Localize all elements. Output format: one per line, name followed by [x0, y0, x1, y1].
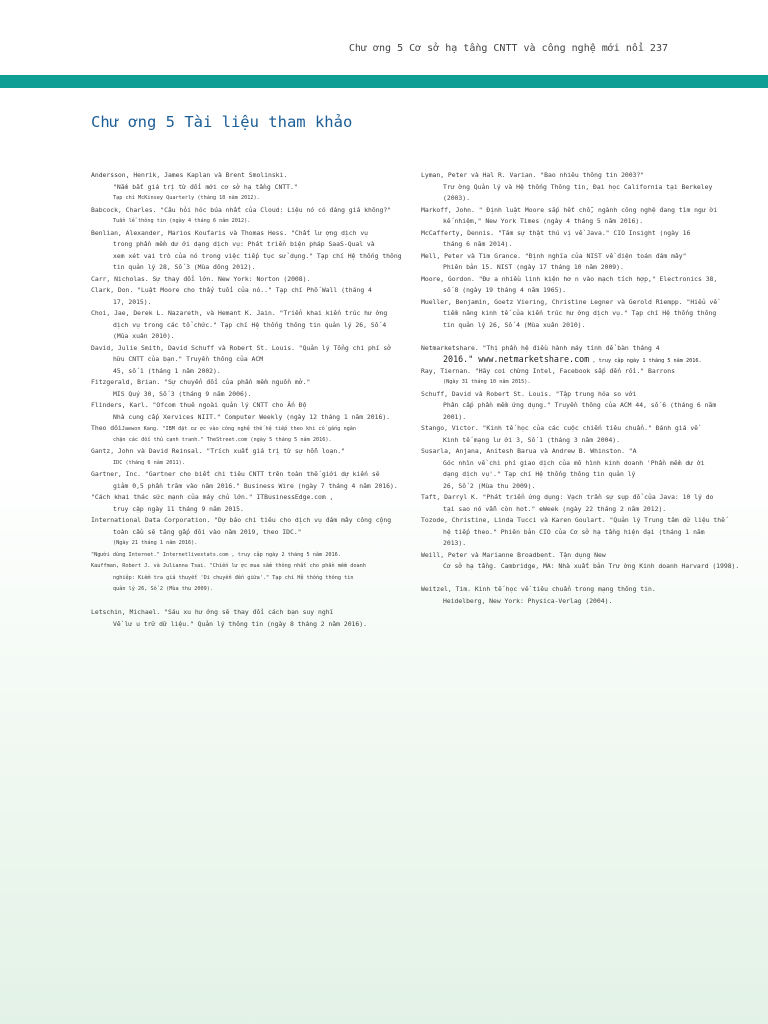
reference-line	[91, 182, 409, 194]
reference-entry	[91, 228, 409, 274]
reference-line	[421, 343, 739, 355]
reference-line	[421, 297, 739, 309]
reference-line	[91, 262, 409, 274]
reference-text: McCafferty, Dennis. "Tám sự thật thú vị về Java." CIO Insight (ngày 16	[421, 228, 691, 237]
reference-entry	[421, 515, 739, 550]
reference-text: xem xét vai trò của nó trong việc tiếp tục sử dụng." Tạp chí Hệ thống thông	[113, 251, 402, 260]
reference-text: dạng dịch vụ'." Tạp chí Hệ thống thông tin quản lý	[443, 470, 636, 478]
reference-entry	[91, 170, 409, 205]
reference-line	[91, 331, 409, 343]
reference-text: số 8 (ngày 19 tháng 4 năm 1965).	[443, 286, 567, 294]
reference-text-small: , truy cập ngày 1 tháng 5 năm 2016.	[589, 358, 702, 364]
reference-line	[91, 193, 409, 205]
reference-text: Schuff, David và Robert St. Louis. "Tập trung hóa so với	[421, 389, 637, 398]
reference-text: Tuần lễ thông tin (ngày 4 tháng 6 năm 2012).	[113, 218, 251, 224]
reference-line	[421, 262, 739, 274]
reference-line	[91, 251, 409, 263]
header-band	[0, 75, 768, 88]
reference-text: (Ngày 21 tháng 1 năm 2016).	[113, 540, 198, 546]
reference-entry	[421, 389, 739, 424]
reference-text: "Nắm bắt giá trị từ đổi mới cơ sở hạ tầng CNTT."	[113, 182, 298, 191]
reference-line	[91, 504, 409, 516]
reference-text: Góc nhìn về chi phí giao dịch của mô hình kinh doanh 'Phần mềm dư ới	[443, 458, 705, 467]
reference-entry	[421, 584, 739, 607]
reference-text: 17, 2015).	[113, 297, 152, 306]
reference-text: International Data Corporation. "Dự báo chi tiêu cho dịch vụ đám mây công cộng	[91, 516, 392, 524]
reference-entry	[91, 308, 409, 343]
reference-text: toàn cầu sẽ tăng gấp đôi vào năm 2019, theo IDC."	[113, 527, 302, 536]
reference-entry	[421, 423, 739, 446]
reference-line	[421, 182, 739, 194]
reference-line	[91, 584, 409, 596]
reference-text: Mueller, Benjamin, Goetz Viering, Christine Legner và Gerold Riempp. "Hiểu về	[421, 297, 718, 306]
reference-text: 26, Số 2 (Mùa thu 2009).	[443, 481, 536, 490]
reference-line	[91, 607, 409, 619]
reference-text: Nhà cung cấp Xervices NIIT." Computer Weekly (ngày 12 tháng 1 năm 2016).	[113, 412, 391, 421]
reference-text: hệ tiếp theo." Phiên bản CIO của Cơ sở hạ tầng hiện đại (tháng 1 năm	[443, 527, 705, 536]
reference-line	[91, 573, 409, 585]
reference-text: quản lý 26, Số 2 (Mùa thu 2009).	[113, 586, 213, 592]
reference-line	[91, 389, 409, 401]
reference-line	[421, 527, 739, 539]
reference-entry	[421, 297, 739, 332]
reference-text: Cơ sở hạ tầng. Cambridge, MA: Nhà xuất bản Trư ờng Kinh doanh Harvard (1998).	[443, 562, 740, 570]
reference-text: tin quản lý 26, Số 4 (Mùa xuân 2010).	[443, 320, 586, 329]
reference-entry	[91, 469, 409, 492]
reference-entry	[421, 492, 739, 515]
reference-entry	[421, 446, 739, 492]
reference-text: Weitzel, Tim. Kinh tế học về tiêu chuẩn trong mạng thông tin.	[421, 585, 656, 593]
reference-line	[91, 538, 409, 550]
reference-line	[91, 274, 409, 286]
reference-line	[91, 320, 409, 332]
reference-line	[91, 343, 409, 355]
reference-line	[91, 239, 409, 251]
reference-text: tại sao nó vẫn còn hot." eWeek (ngày 22 tháng 2 năm 2012).	[443, 504, 667, 513]
reference-line	[421, 446, 739, 458]
chapter-title: Chư ơng 5 Tài liệu tham khảo	[91, 113, 353, 131]
reference-line	[421, 538, 739, 550]
reference-line	[91, 216, 409, 228]
reference-text: giảm 0,5 phần trăm vào năm 2016." Business Wire (ngày 7 tháng 4 năm 2016).	[113, 481, 398, 490]
reference-text: Letschin, Michael. "Sáu xu hư ớng sẽ thay đổi cách bạn suy nghĩ	[91, 608, 334, 616]
reference-text: Susarla, Anjana, Anitesh Barua và Andrew B. Whinston. "A	[421, 447, 637, 455]
reference-text: "Người dùng Internet." Internetlivestats.com	[91, 551, 229, 558]
reference-text: Andersson, Henrik, James Kaplan và Brent Smolinski.	[91, 171, 288, 179]
reference-line	[421, 561, 739, 573]
reference-text: Netmarketshare. "Thị phần hệ điều hành máy tính để bàn tháng 4	[421, 343, 660, 352]
reference-line	[91, 205, 409, 217]
reference-line	[421, 193, 739, 205]
reference-text: Carr, Nicholas. Sự thay đổi lớn. New York: Norton (2008).	[91, 274, 311, 283]
reference-text: (Ngày 31 tháng 10 năm 2015).	[443, 379, 531, 385]
reference-line	[91, 481, 409, 493]
reference-text: "Cách khai thác sức mạnh của máy chủ lớn." ITBusinessEdge.com ,	[91, 493, 334, 501]
reference-line	[91, 366, 409, 378]
reference-text: Moore, Gordon. "Đư a nhiều linh kiện hơ n vào mạch tích hợp," Electronics 38,	[421, 274, 718, 283]
reference-text: 2001).	[443, 412, 467, 421]
reference-text: Tạp chí McKinsey Quarterly (tháng 10 năm 2012).	[113, 195, 260, 201]
reference-line	[421, 504, 739, 516]
reference-line	[421, 400, 739, 412]
reference-text: (Mùa xuân 2010).	[113, 332, 175, 340]
reference-text: Tozode, Christine, Linda Tucci và Karen Goulart. "Quản lý Trung tâm dữ liệu thế	[421, 516, 725, 524]
reference-text: 2016." www.netmarketshare.com	[443, 354, 590, 364]
reference-text: nghiệp: Kiểm tra giả thuyết 'Di chuyển đến giữa'." Tạp chí Hệ thống thông tin	[113, 574, 354, 581]
reference-line	[91, 492, 409, 504]
reference-text: Markoff, John. " Định luật Moore sắp hết chỗ, ngành công nghệ đang tìm ngư ời	[421, 205, 718, 214]
reference-line	[421, 228, 739, 240]
reference-text: Babcock, Charles. "Câu hỏi hóc búa nhất của Cloud: Liệu nó có đáng giá không?"	[91, 205, 392, 214]
reference-text: Lyman, Peter và Hal R. Varian. "Bao nhiêu thông tin 2003?"	[421, 171, 645, 179]
reference-text: Kauffman, Robert J. và Julianna Tsai. "Chiến lư ợc mua sắm thông nhất cho phần mềm doanh	[91, 563, 366, 569]
reference-line	[421, 573, 739, 585]
reference-line	[91, 527, 409, 539]
reference-line	[421, 515, 739, 527]
reference-line	[91, 354, 409, 366]
reference-text: Phiên bản 15. NIST (ngày 17 tháng 10 năm 2009).	[443, 263, 624, 271]
reference-line	[421, 170, 739, 182]
reference-line	[91, 423, 409, 435]
reference-text: trong phần mềm dư ới dạng dịch vụ: Phát triển biện pháp SaaS-Qual và	[113, 240, 375, 248]
references-left-column	[91, 170, 409, 630]
reference-entry	[421, 343, 739, 366]
reference-entry	[421, 331, 739, 343]
reference-text: Gantz, John và David Reinsal. "Trích xuất giá trị từ sự hỗn loạn."	[91, 447, 345, 455]
reference-line	[421, 274, 739, 286]
reference-text: Mell, Peter và Tim Grance. "Định nghĩa của NIST về điện toán đám mây"	[421, 251, 687, 260]
reference-line	[421, 584, 739, 596]
reference-line	[91, 596, 409, 608]
reference-text: Gartner, Inc. "Gartner cho biết chi tiêu CNTT trên toàn thế giới dự kiến sẽ	[91, 470, 380, 478]
reference-text: Flinders, Karl. "Ofcom thuê ngoài quản lý CNTT cho Ấn Độ	[91, 401, 307, 409]
reference-line	[421, 251, 739, 263]
reference-line	[91, 458, 409, 470]
reference-text: tin quản lý 28, Số 3 (Mùa đông 2012).	[113, 263, 256, 271]
reference-line	[91, 308, 409, 320]
reference-line	[91, 550, 409, 562]
reference-entry	[421, 550, 739, 573]
reference-entry	[91, 515, 409, 550]
reference-text: (2003).	[443, 194, 470, 202]
reference-line	[91, 400, 409, 412]
reference-text-small: Jaewon Kang. "IBM đặt cư ợc vào công nghệ thế hệ tiếp theo khi cố gắng ngăn	[121, 426, 357, 432]
reference-text: Về lư u trữ dữ liệu." Quản lý thông tin (ngày 8 tháng 2 năm 2016).	[113, 619, 367, 628]
reference-line	[91, 515, 409, 527]
reference-entry	[91, 400, 409, 423]
reference-line	[91, 435, 409, 447]
reference-text: dịch vụ trong các tổ chức." Tạp chí Hệ thống thông tin quản lý 26, Số 4	[113, 320, 387, 329]
reference-line	[421, 435, 739, 447]
reference-text: Taft, Darryl K. "Phát triển ứng dụng: Vạch trần sự sụp đổ của Java: 10 lý do	[421, 493, 714, 501]
reference-entry	[421, 251, 739, 274]
reference-line	[421, 596, 739, 608]
reference-line	[91, 469, 409, 481]
reference-text: kế nhiệm," New York Times (ngày 4 tháng 5 năm 2016).	[443, 217, 644, 225]
reference-line	[421, 308, 739, 320]
reference-line	[421, 239, 739, 251]
reference-entry	[91, 423, 409, 446]
reference-text: Choi, Jae, Derek L. Nazareth, và Hemant K. Jain. "Triển khai kiến trúc hư ớng	[91, 309, 388, 317]
reference-line	[421, 331, 739, 343]
reference-text: Trư ờng Quản lý và Hệ thống Thông tin, Đại học California tại Berkeley	[443, 182, 713, 191]
reference-entry	[91, 446, 409, 469]
reference-line	[91, 446, 409, 458]
reference-text: Ray, Tiernan. "Hãy coi chừng Intel, Facebook sắp đến rồi." Barrons	[421, 366, 675, 375]
reference-line	[421, 354, 739, 366]
reference-entry	[91, 274, 409, 286]
reference-line	[421, 481, 739, 493]
reference-text: IDC (tháng 6 năm 2011).	[113, 459, 185, 466]
reference-entry	[421, 573, 739, 585]
reference-line	[91, 377, 409, 389]
reference-entry	[91, 561, 409, 596]
reference-entry	[91, 377, 409, 400]
reference-line	[421, 205, 739, 217]
reference-line	[91, 561, 409, 573]
reference-entry	[91, 492, 409, 515]
reference-line	[421, 412, 739, 424]
reference-text: 45, số 1 (tháng 1 năm 2002).	[113, 366, 221, 375]
reference-text: Kinh tế mạng lư ới 3, Số 1 (tháng 3 năm 2004).	[443, 435, 620, 444]
reference-line	[421, 458, 739, 470]
reference-entry	[91, 205, 409, 228]
reference-line	[421, 320, 739, 332]
reference-line	[421, 377, 739, 389]
reference-text: truy cập ngày 11 tháng 9 năm 2015.	[113, 504, 244, 513]
reference-text: MIS Quý 30, Số 3 (tháng 9 năm 2006).	[113, 389, 252, 398]
reference-line	[421, 366, 739, 378]
reference-text: Heidelberg, New York: Physica-Verlag (2004).	[443, 596, 613, 605]
reference-line	[91, 412, 409, 424]
reference-text-small: , truy cập ngày 2 tháng 5 năm 2016.	[228, 551, 341, 558]
reference-text: 2013).	[443, 539, 467, 547]
reference-line	[91, 285, 409, 297]
running-head: Chư ơng 5 Cơ sở hạ tầng CNTT và công nghệ mới nổi 237	[348, 43, 668, 54]
reference-entry	[91, 285, 409, 308]
reference-line	[421, 492, 739, 504]
reference-text: hữu CNTT của bạn." Truyền thông của ACM	[113, 355, 264, 363]
reference-line	[91, 170, 409, 182]
reference-line	[91, 297, 409, 309]
reference-line	[421, 469, 739, 481]
reference-text: Theo dõi	[91, 424, 122, 432]
reference-entry	[421, 274, 739, 297]
reference-entry	[421, 205, 739, 228]
reference-text: Weill, Peter và Marianne Broadbent. Tận dụng New	[421, 550, 606, 559]
reference-entry	[421, 170, 739, 205]
reference-text: tiềm năng kinh tế của kiến trúc hư ớng dịch vụ." Tạp chí Hệ thống thông	[443, 309, 717, 317]
reference-line	[421, 423, 739, 435]
reference-line	[421, 216, 739, 228]
reference-text: Clark, Don. "Luật Moore cho thấy tuổi của nó.." Tạp chí Phố Wall (tháng 4	[91, 286, 372, 294]
reference-line	[421, 389, 739, 401]
reference-text: Phân cấp phần mềm ứng dụng." Truyền thông của ACM 44, số 6 (tháng 6 năm	[443, 401, 717, 409]
reference-entry	[421, 366, 739, 389]
reference-entry	[421, 228, 739, 251]
references-right-column	[421, 170, 739, 607]
reference-line	[91, 228, 409, 240]
reference-line	[421, 550, 739, 562]
reference-entry	[91, 596, 409, 608]
reference-text: Stango, Victor. "Kinh tế học của các cuộc chiến tiêu chuẩn." Đánh giá về	[421, 424, 699, 432]
reference-entry	[91, 343, 409, 378]
reference-text: Fitzgerald, Brian. "Sự chuyển đổi của phần mềm nguồn mở."	[91, 378, 311, 386]
reference-line	[421, 285, 739, 297]
reference-entry	[91, 550, 409, 562]
reference-text: tháng 6 năm 2014).	[443, 240, 513, 248]
reference-entry	[91, 607, 409, 630]
reference-text: Benlian, Alexander, Marios Koufaris và Thomas Hess. "Chất lư ợng dịch vụ	[91, 228, 369, 237]
reference-line	[91, 619, 409, 631]
reference-text: David, Julie Smith, David Schuff và Robert St. Louis. "Quản lý Tổng chi phí sở	[91, 343, 392, 352]
reference-text: chặn các đối thủ cạnh tranh." TheStreet.com (ngày 5 tháng 5 năm 2016).	[113, 436, 332, 443]
